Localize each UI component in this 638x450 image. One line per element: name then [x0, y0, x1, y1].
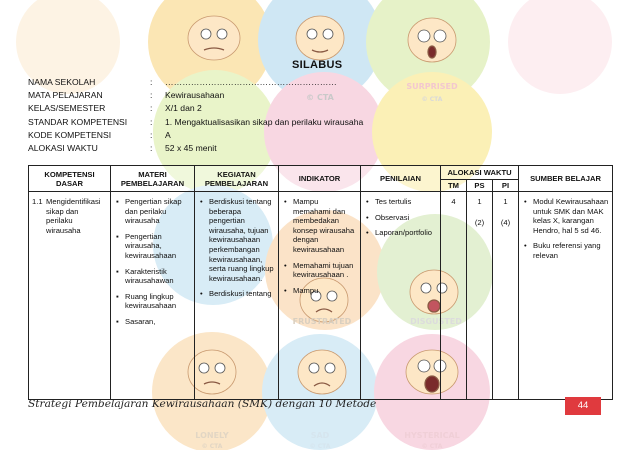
info-label: KELAS/SEMESTER: [28, 103, 106, 114]
list-item: • Mampu: [282, 286, 357, 296]
cell-materi: [111, 192, 195, 400]
list-item: ▪ Pengertian wirausaha, kewirausahaan: [114, 232, 191, 261]
info-value: 1. Mengaktualisasikan sikap dan perilaku wirausaha: [165, 116, 364, 127]
header-pi: PI: [493, 180, 519, 192]
list-item: ▪ Ruang lingkup kewirausahaan: [114, 292, 191, 311]
info-label: KODE KOMPETENSI: [28, 129, 112, 140]
header-kegiatan: KEGIATAN PEMBELAJARAN: [195, 166, 279, 192]
face-caption-hysterical: HYSTERICAL: [404, 431, 460, 440]
info-label: MATA PELAJARAN: [28, 90, 103, 101]
info-colon: :: [150, 90, 153, 101]
list-item: ▪ Pengertian sikap dan perilaku wirausaha: [114, 197, 191, 226]
list-item: • Tes tertulis: [364, 197, 437, 207]
face-caption-cta: © CTA: [201, 443, 223, 450]
list-item: • Memahami tujuan kewirausahaan .: [282, 261, 357, 280]
list-item: ▪ Karakteristik wirausahawan: [114, 267, 191, 286]
info-label: STANDAR KOMPETENSI: [28, 116, 128, 127]
info-label: ALOKASI WAKTU: [28, 143, 98, 154]
cell-indikator: [279, 192, 361, 400]
footer-book-title: Strategi Pembelajaran Kewirausahaan (SMK) dengan 10 Metode: [28, 398, 377, 410]
cell-sumber-belajar: [519, 192, 613, 400]
list-item: • Observasi: [364, 213, 437, 223]
header-ps: PS: [467, 180, 493, 192]
syllabus-table: [28, 165, 613, 400]
info-value: 52 x 45 menit: [165, 143, 217, 154]
info-value: ……………………………………………………: [165, 77, 337, 87]
face-caption-lonely: LONELY: [195, 431, 229, 440]
info-row-school: [28, 76, 363, 89]
face-caption-surprised: SURPRISED: [406, 82, 458, 91]
header-tm: TM: [441, 180, 467, 192]
face-caption-cta: © CTA: [306, 93, 334, 102]
face-caption-cta: © CTA: [421, 443, 443, 450]
info-colon: :: [150, 77, 153, 87]
info-row-standard: [28, 116, 363, 129]
cell-tm: [441, 192, 467, 400]
face-caption-disgusted: DISGUSTED: [410, 317, 462, 326]
face-caption-cta: © CTA: [309, 443, 331, 450]
page-number-badge: 44: [565, 397, 601, 415]
list-item: • Mampu memahami dan membedakan konsep wirausaha dengan kewirausahaan: [282, 197, 357, 255]
info-row-subject: [28, 89, 363, 102]
info-colon: :: [150, 103, 153, 114]
document-title: SILABUS: [292, 59, 343, 71]
info-value: X/1 dan 2: [165, 103, 202, 114]
header-penilaian: PENILAIAN: [361, 166, 441, 192]
cell-ps: [467, 192, 493, 400]
info-colon: :: [150, 116, 153, 127]
list-item: • Berdiskusi tentang beberapa pengertian wirausaha, tujuan kewirausahaan perkembangan kewirausahaan, serta ruang lingkup kewirausahaan.: [198, 197, 275, 283]
cell-kegiatan: [195, 192, 279, 400]
face-caption-frustrated: FRUSTRATED: [292, 317, 352, 326]
info-row-code: [28, 129, 363, 142]
cell-pi: [493, 192, 519, 400]
face-caption-cta: © CTA: [421, 96, 443, 103]
list-item: ▪ Sasaran,: [114, 317, 191, 327]
pi-value: 1: [503, 197, 508, 206]
info-row-class: [28, 102, 363, 115]
identity-block: [28, 76, 363, 155]
info-colon: :: [150, 129, 153, 140]
list-item: • Modul Kewirausahaan untuk SMK dan MAK kelas X, karangan Hendro, hal 5 sd 46.: [522, 197, 609, 235]
pi-value: (4): [500, 217, 511, 227]
info-row-time: [28, 142, 363, 155]
tm-value: 4: [451, 197, 456, 206]
header-indikator: INDIKATOR: [279, 166, 361, 192]
ps-value: (2): [474, 217, 485, 227]
header-sumber-belajar: SUMBER BELAJAR: [519, 166, 613, 192]
cell-kompetensi-dasar: [29, 192, 111, 400]
header-alokasi-waktu: ALOKASI WAKTU: [441, 166, 519, 180]
kd-number: 1.1: [32, 197, 43, 206]
info-label: NAMA SEKOLAH: [28, 77, 96, 87]
list-item: • Berdiskusi tentang: [198, 289, 275, 299]
info-value: Kewirausahaan: [165, 90, 225, 101]
list-item: • Buku referensi yang relevan: [522, 241, 609, 260]
header-materi: MATERI PEMBELAJARAN: [111, 166, 195, 192]
cell-penilaian: [361, 192, 441, 400]
info-colon: :: [150, 143, 153, 154]
ps-value: 1: [477, 197, 482, 206]
info-value: A: [165, 129, 171, 140]
face-caption-sad: SAD: [310, 431, 330, 440]
kd-text: Mengidentifikasi sikap dan perilaku wirausaha: [46, 197, 101, 235]
list-item: • Laporan/portfolio: [364, 228, 437, 238]
header-kompetensi-dasar: KOMPETENSI DASAR: [29, 166, 111, 192]
table-row: [29, 192, 613, 400]
